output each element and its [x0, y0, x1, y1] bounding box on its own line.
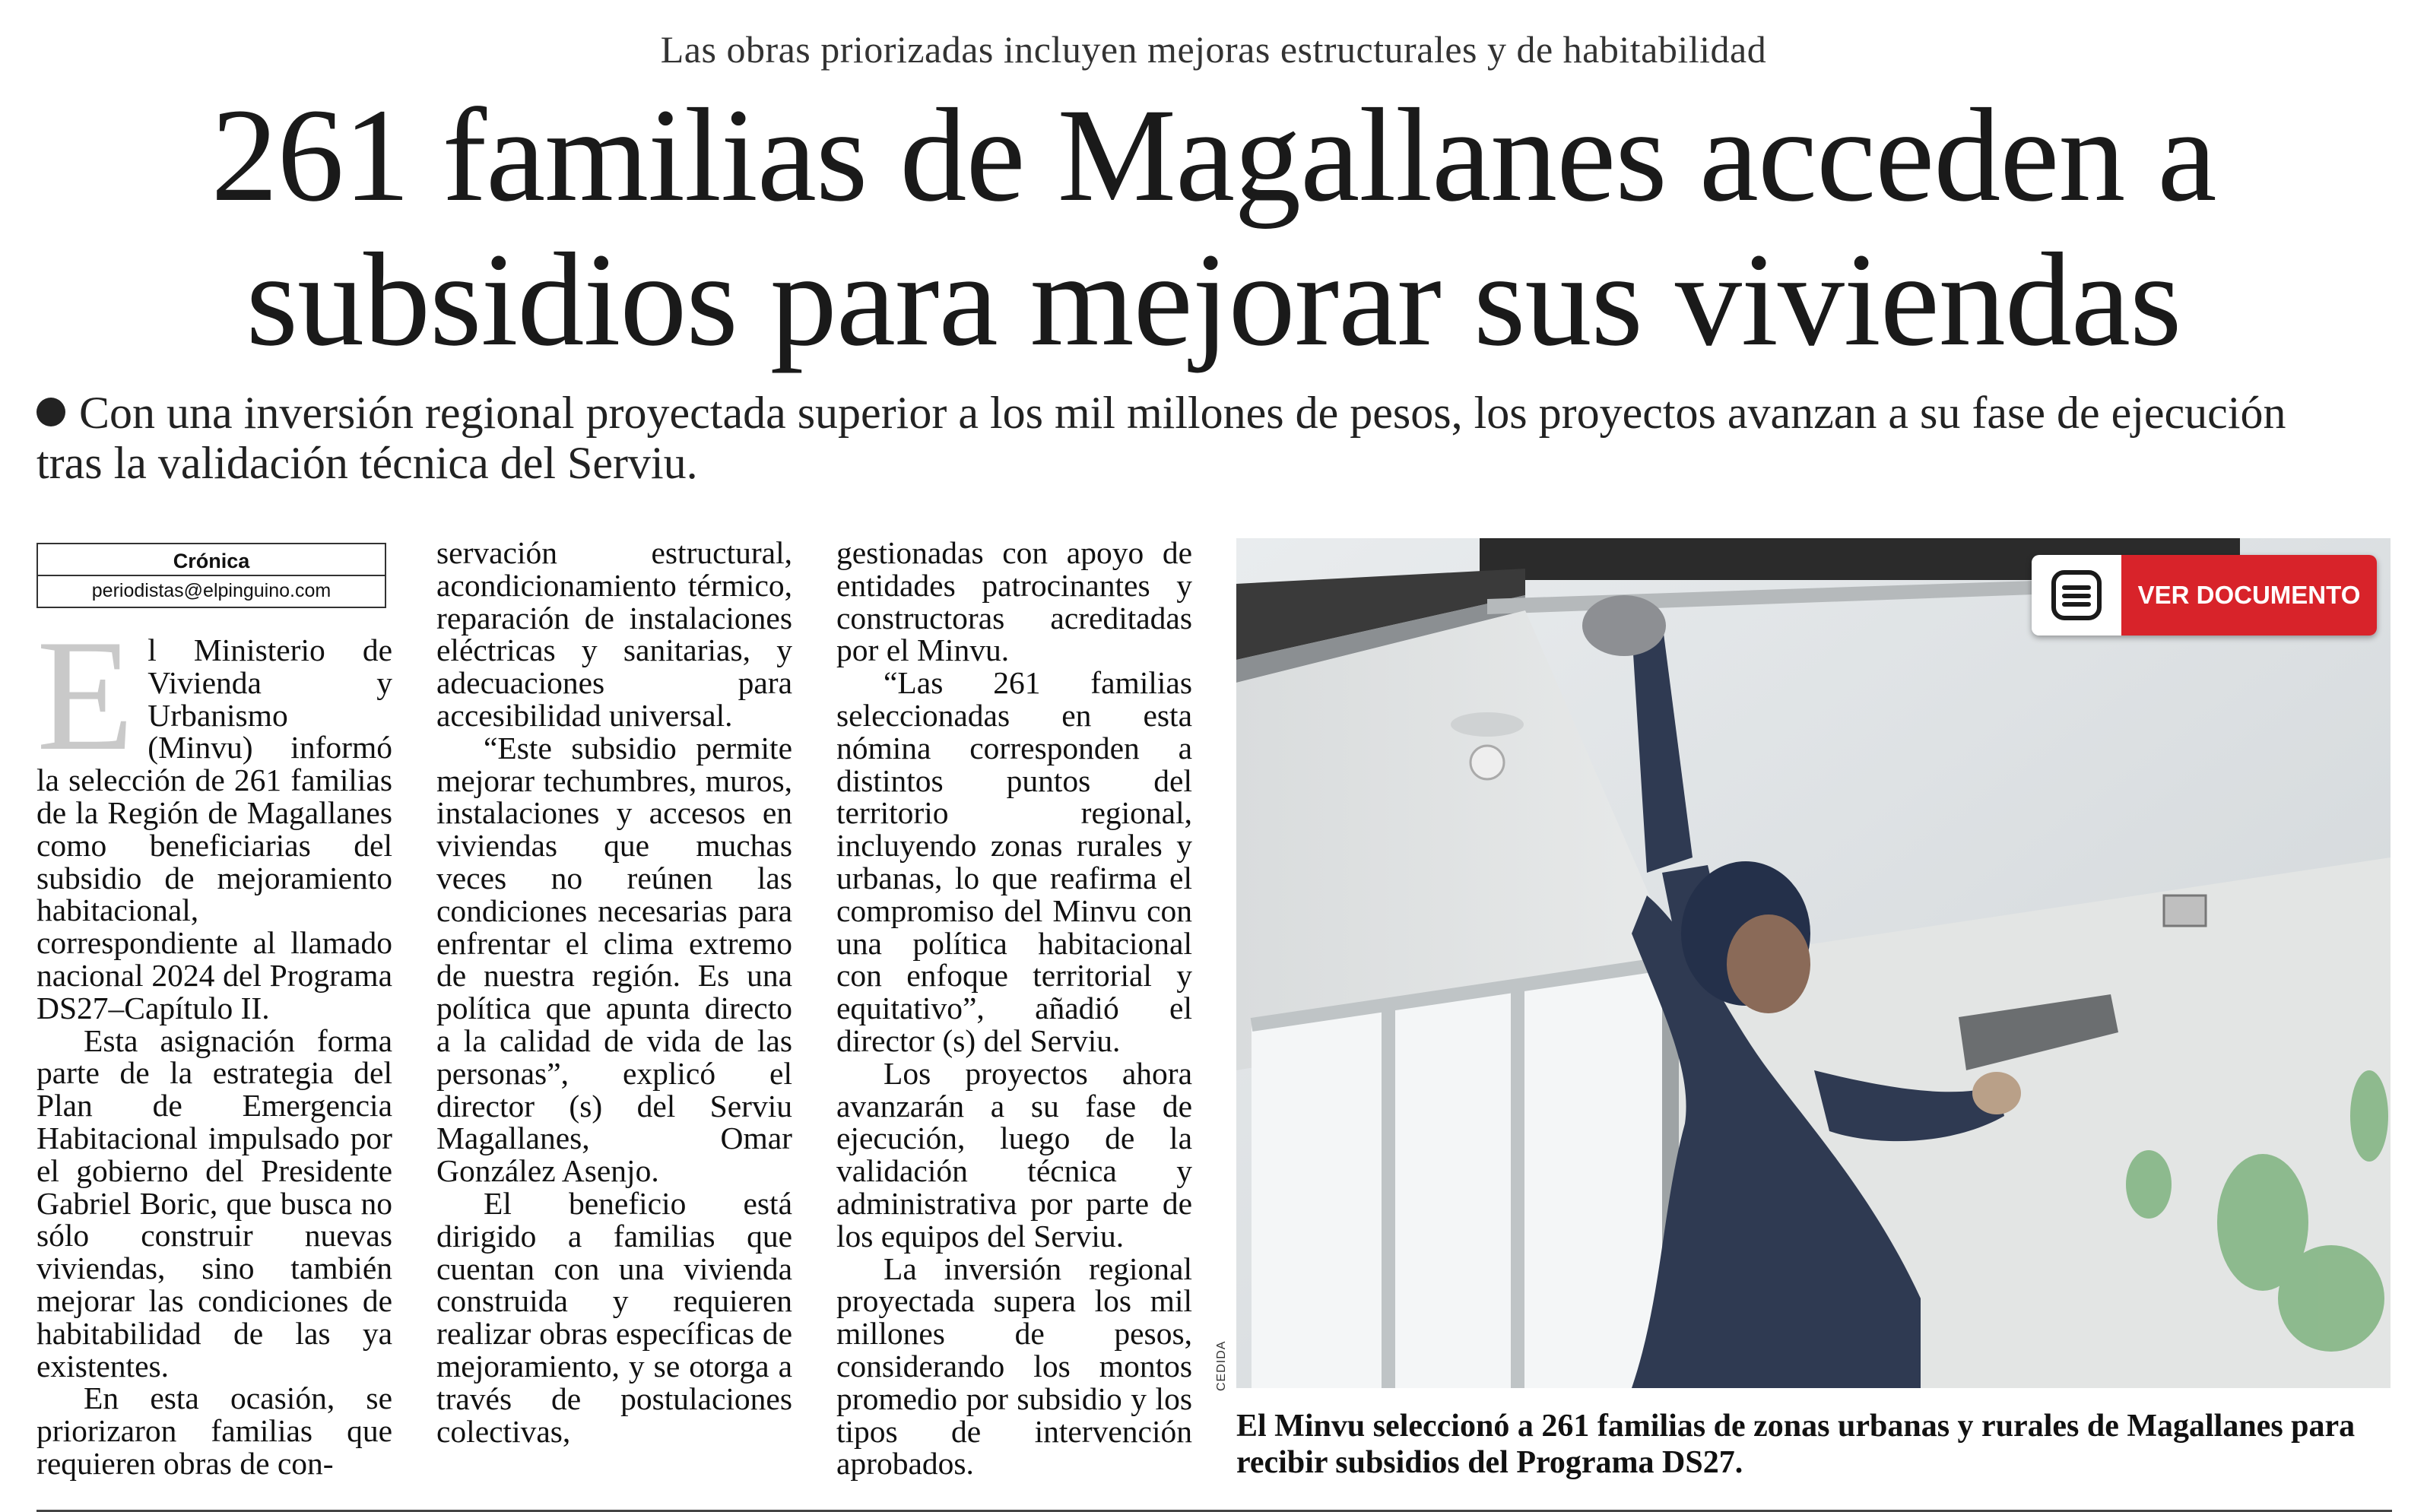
photo-credit: CEDIDA — [1215, 1340, 1228, 1391]
bullet-icon — [36, 398, 65, 426]
paragraph-text: l Ministerio de Vivienda y Urbanismo (Minvu) informó la selección de 261 familias de la Región de Magallanes como beneficiarias del subsidio de mejoramiento habitacional, correspondiente al llamado nacional 2024 del Programa DS27–Capítulo II. — [36, 634, 392, 1025]
kicker: Las obras priorizadas incluyen mejoras estructurales y de habitabilidad — [660, 28, 1767, 71]
byline-box — [36, 543, 386, 608]
paragraph — [36, 634, 392, 1025]
ver-documento-button[interactable] — [2032, 555, 2377, 636]
paragraph: gestionadas con apoyo de entidades patrocinantes y constructoras acreditadas por el Minvu. — [836, 537, 1192, 668]
headline: 261 familias de Magallanes acceden a subsidios para mejorar sus viviendas — [211, 81, 2216, 374]
paragraph: El beneficio está dirigido a familias que cuentan con una vivienda construida y requieren realizar obras específicas de mejoramiento, y se otorga a través de postulaciones colectivas, — [436, 1185, 792, 1449]
lead-paragraph — [36, 388, 2287, 488]
paragraph: Los proyectos ahora avanzarán a su fase de ejecución, luego de la validación técnica y administrativa por parte de los equipos del Serviu. — [836, 1055, 1192, 1254]
paragraph: “Las 261 familias seleccionadas en esta nómina corresponden a distintos puntos del territorio regional, incluyendo zonas rurales y urbanas, lo que reafirma el compromiso del Minvu con una política habitacional con enfoque territorial y equitativo”, añadió el director (s) del Serviu. — [836, 665, 1192, 1058]
article-column-2 — [436, 537, 792, 1484]
worker-ceiling-photo — [1236, 538, 2391, 1388]
document-lines-icon — [2032, 555, 2121, 636]
paragraph: servación estructural, acondicionamiento térmico, reparación de instalaciones eléctricas y sanitarias, y adecuaciones para accesibilidad universal. — [436, 537, 792, 733]
photo-caption: El Minvu seleccionó a 261 familias de zonas urbanas y rurales de Magallanes para recibir subsidios del Programa DS27. — [1236, 1409, 2356, 1480]
byline-email[interactable]: periodistas@elpinguino.com — [91, 580, 332, 601]
paragraph: “Este subsidio permite mejorar techumbres, muros, instalaciones y accesos en viviendas que muchas veces no reúnen las condiciones necesarias para enfrentar el clima extremo de nuestra región. Es una política que apunta directo a la calidad de vida de las personas”, explicó el director (s) del Serviu Magallanes, Omar González Asenjo. — [436, 730, 792, 1189]
paragraph: La inversión regional proyectada supera los mil millones de pesos, considerando los montos promedio por subsidio y los tipos de intervención aprobados. — [836, 1250, 1192, 1482]
paragraph: En esta ocasión, se priorizaron familias que requieren obras de con- — [36, 1380, 392, 1481]
article-column-3 — [836, 537, 1192, 1484]
drop-cap: E — [36, 634, 135, 784]
paragraph: Esta asignación forma parte de la estrategia del Plan de Emergencia Habitacional impulsado por el gobierno del Presidente Gabriel Boric, que busca no sólo construir nuevas viviendas, sino también mejorar las condiciones de habitabilidad de las ya existentes. — [36, 1022, 392, 1384]
ver-documento-label: VER DOCUMENTO — [2121, 555, 2377, 636]
lead-text: Con una inversión regional proyectada superior a los mil millones de pesos, los proyectos avanzan a su fase de ejecución tras la validación técnica del Serviu. — [36, 388, 2286, 488]
section-name: Crónica — [173, 550, 250, 572]
article-photo — [1236, 538, 2391, 1388]
article-column-1 — [36, 634, 392, 1485]
